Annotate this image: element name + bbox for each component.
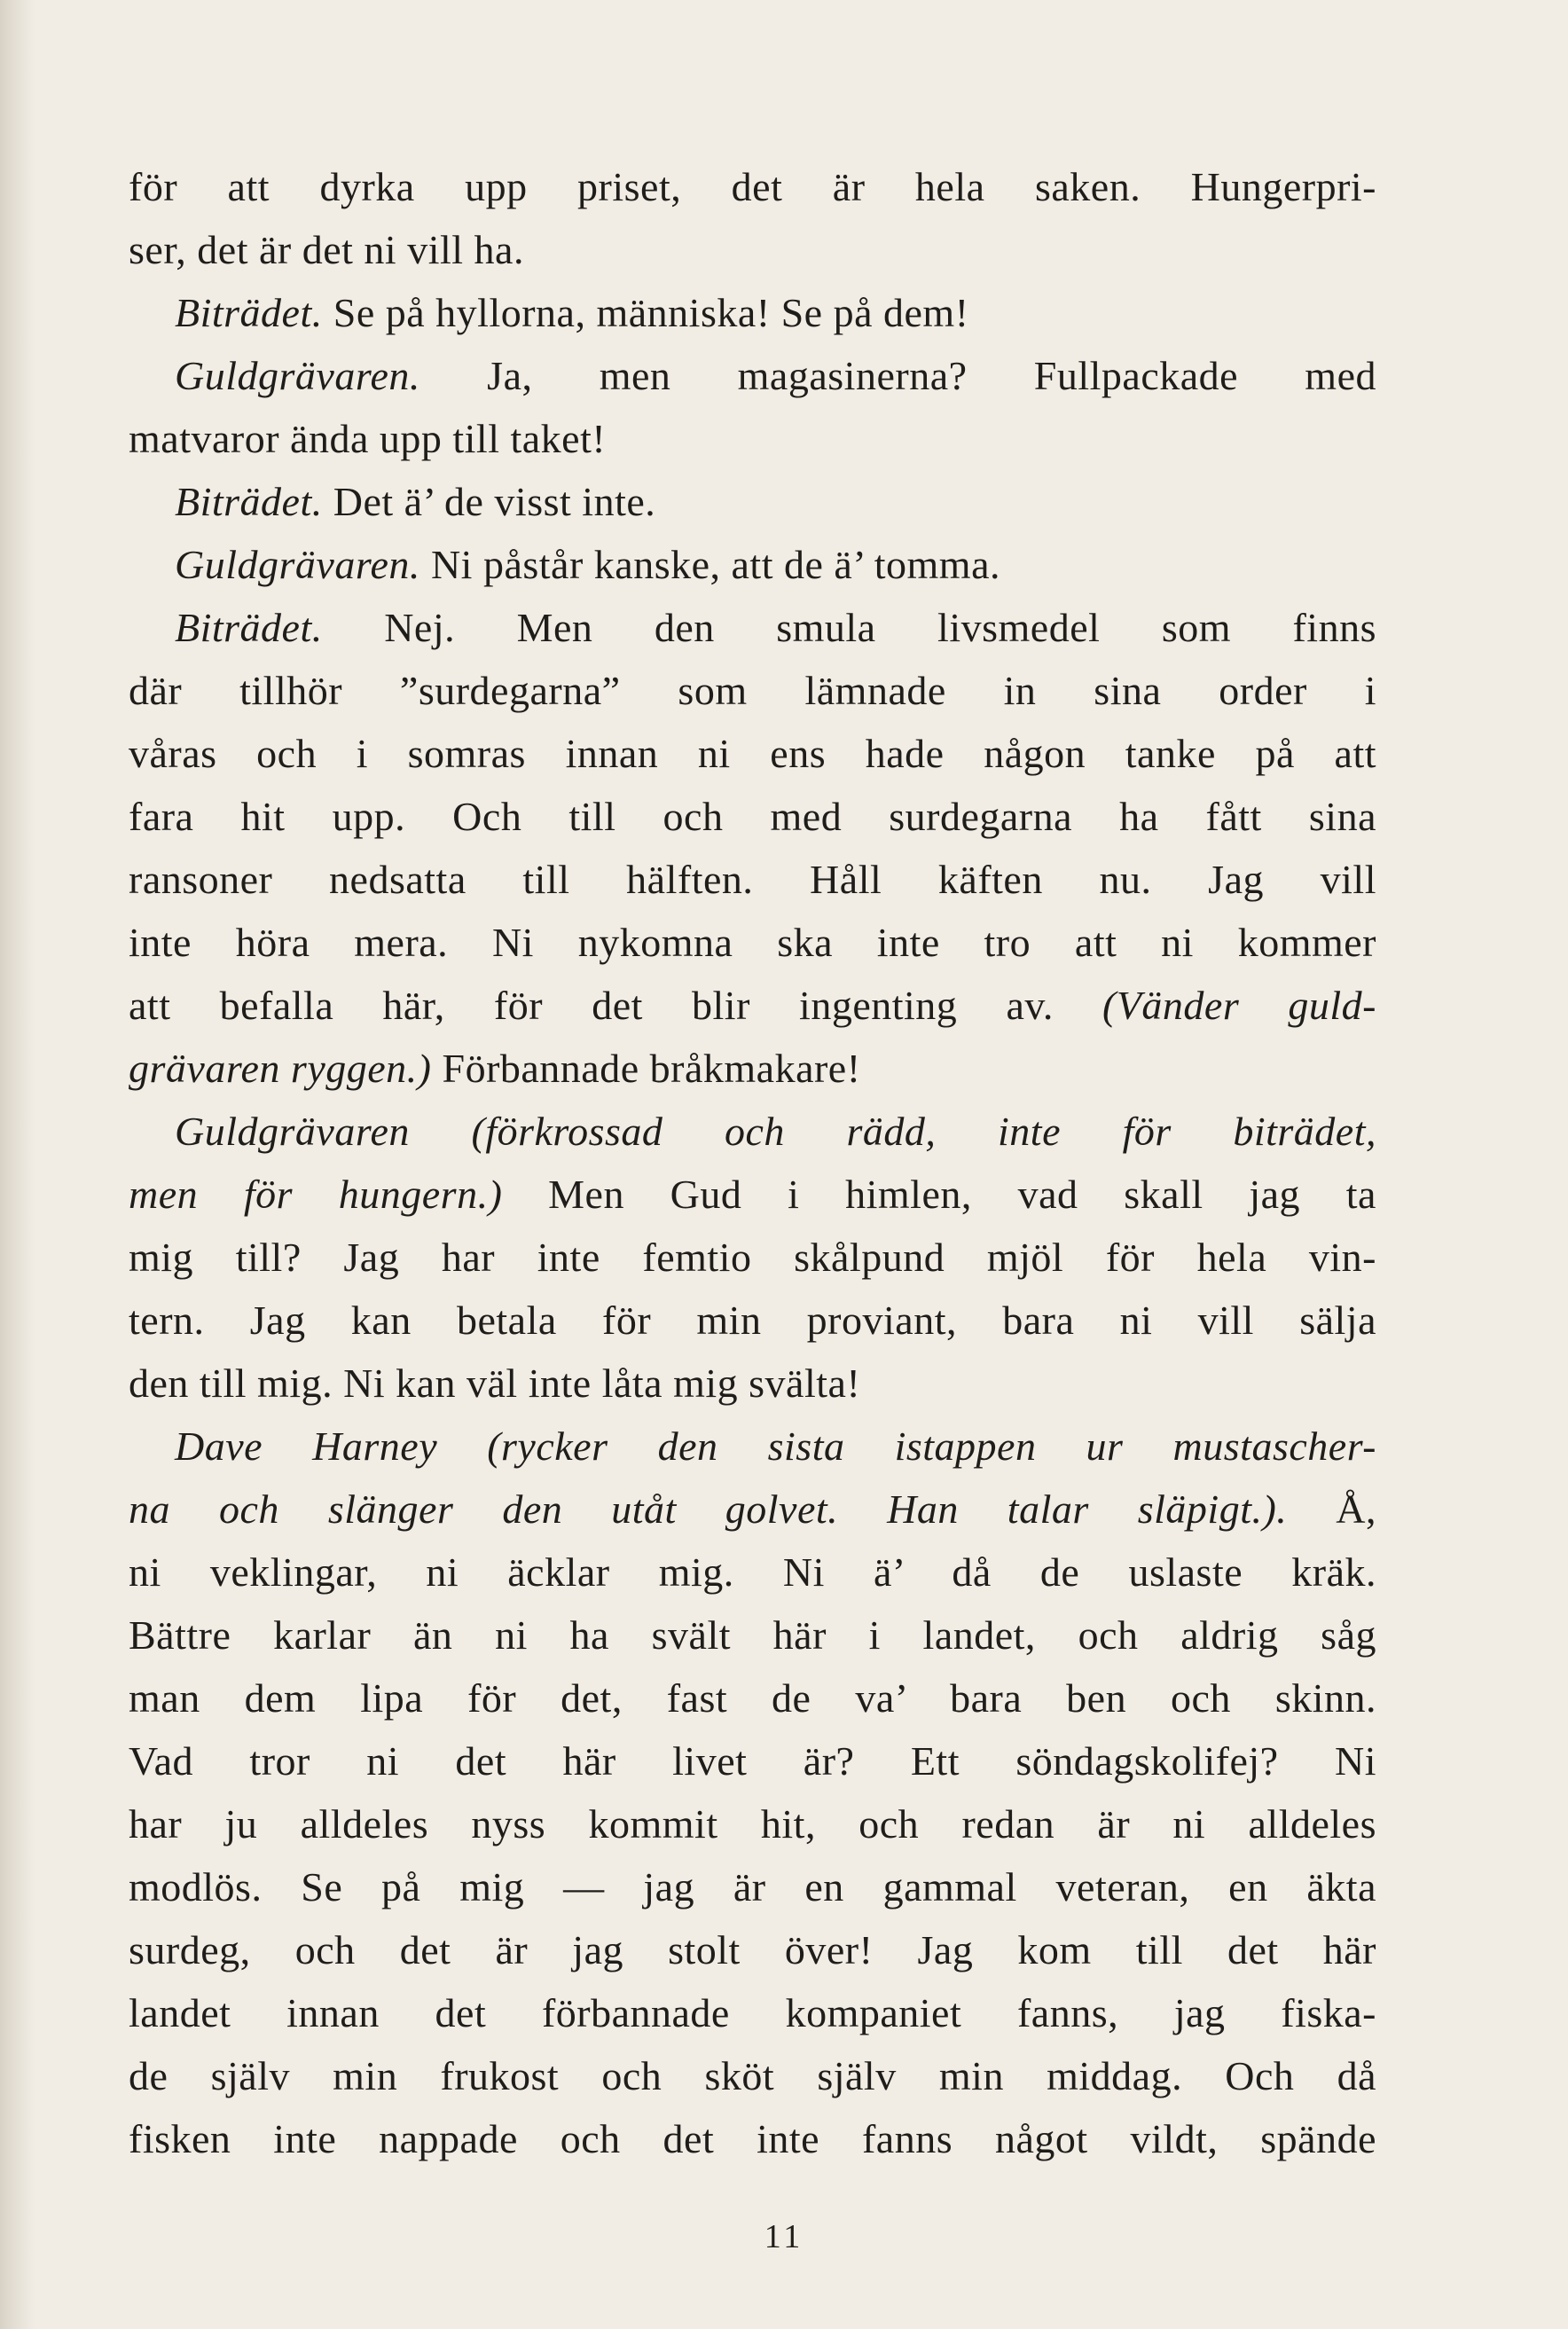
line-text: Det ä’ de visst inte. [322,479,656,524]
line-text: Ja, men magasinerna? Fullpackade med [419,353,1376,398]
text-line [129,848,1376,911]
text-line [129,1037,1376,1100]
speaker-or-stage-direction: grävaren ryggen.) [129,1046,432,1091]
line-text: för att dyrka upp priset, det är hela saken. Hungerpri- [129,164,1376,209]
text-line [129,1226,1376,1289]
line-text: modlös. Se på mig — jag är en gammal veteran, en äkta [129,1864,1376,1909]
speaker-or-stage-direction: Dave Harney (rycker den sista istappen ur mustascher- [175,1423,1376,1469]
line-text: Vad tror ni det här livet är? Ett söndagskolifej? Ni [129,1738,1376,1784]
text-line [129,155,1376,218]
line-text: ser, det är det ni vill ha. [129,227,524,272]
line-text: har ju alldeles nyss kommit hit, och redan är ni alldeles [129,1801,1376,1847]
text-line [129,1352,1376,1415]
page-number: 11 [764,2218,804,2255]
text-line [129,911,1376,974]
speaker-or-stage-direction: na och slänger den utåt golvet. Han talar släpigt.). [129,1486,1288,1532]
line-text: Ni påstår kanske, att de ä’ tomma. [419,542,1000,587]
text-line [129,344,1376,407]
text-line [129,1289,1376,1352]
text-line [129,1478,1376,1541]
line-text: den till mig. Ni kan väl inte låta mig svälta! [129,1361,861,1406]
line-text: ni veklingar, ni äcklar mig. Ni ä’ då de uslaste kräk. [129,1549,1376,1595]
text-line [129,659,1376,722]
line-text: Se på hyllorna, människa! Se på dem! [322,290,969,335]
line-text: Nej. Men den smula livsmedel som finns [322,605,1376,650]
line-text: tern. Jag kan betala för min proviant, bara ni vill sälja [129,1298,1376,1343]
line-text: Men Gud i himlen, vad skall jag ta [502,1172,1376,1217]
text-line [129,533,1376,596]
line-text: de själv min frukost och sköt själv min middag. Och då [129,2053,1376,2098]
text-line [129,407,1376,470]
stage-direction: (Vänder guld- [1102,983,1376,1028]
line-text: fara hit upp. Och till och med surdegarna ha fått sina [129,794,1376,839]
text-line [129,974,1376,1037]
page-gutter-shadow [0,0,35,2329]
line-text: där tillhör ”surdegarna” som lämnade in sina order i [129,668,1376,713]
text-line [129,1415,1376,1478]
text-line [129,1604,1376,1666]
text-line [129,1792,1376,1855]
line-text: matvaror ända upp till taket! [129,416,607,461]
line-text: Bättre karlar än ni ha svält här i landet, och aldrig såg [129,1612,1376,1658]
text-line [129,2044,1376,2107]
line-text: inte höra mera. Ni nykomna ska inte tro att ni kommer [129,920,1376,965]
speaker-or-stage-direction: Biträdet. [175,605,323,650]
text-line [129,596,1376,659]
line-text: mig till? Jag har inte femtio skålpund mjöl för hela vin- [129,1235,1376,1280]
text-line [129,1666,1376,1729]
body-text [129,155,1376,2170]
speaker-or-stage-direction: men för hungern.) [129,1172,503,1217]
text-line [129,1729,1376,1792]
text-line [129,1100,1376,1163]
text-line [129,785,1376,848]
line-text: Å, [1287,1486,1376,1532]
speaker-or-stage-direction: Guldgrävaren. [175,542,420,587]
line-text: våras och i somras innan ni ens hade någon tanke på att [129,731,1376,776]
text-line [129,1855,1376,1918]
speaker-or-stage-direction: Biträdet. [175,479,323,524]
text-line [129,1918,1376,1981]
line-text: surdeg, och det är jag stolt över! Jag kom till det här [129,1927,1376,1972]
speaker-or-stage-direction: Biträdet. [175,290,323,335]
text-line [129,470,1376,533]
text-line [129,281,1376,344]
line-text: fisken inte nappade och det inte fanns något vildt, spände [129,2116,1376,2161]
line-text: man dem lipa för det, fast de va’ bara ben och skinn. [129,1675,1376,1721]
text-line [129,218,1376,281]
text-line [129,722,1376,785]
text-line [129,1981,1376,2044]
line-text: att befalla här, för det blir ingenting av. [129,983,1103,1028]
speaker-or-stage-direction: Guldgrävaren. [175,353,420,398]
line-text: landet innan det förbannade kompaniet fanns, jag fiska- [129,1990,1376,2035]
line-text: ransoner nedsatta till hälften. Håll käften nu. Jag vill [129,857,1376,902]
text-line [129,2107,1376,2170]
text-line [129,1163,1376,1226]
line-text: Förbannade bråkmakare! [431,1046,861,1091]
text-line [129,1541,1376,1604]
speaker-or-stage-direction: Guldgrävaren (förkrossad och rädd, inte för biträdet, [175,1109,1376,1154]
